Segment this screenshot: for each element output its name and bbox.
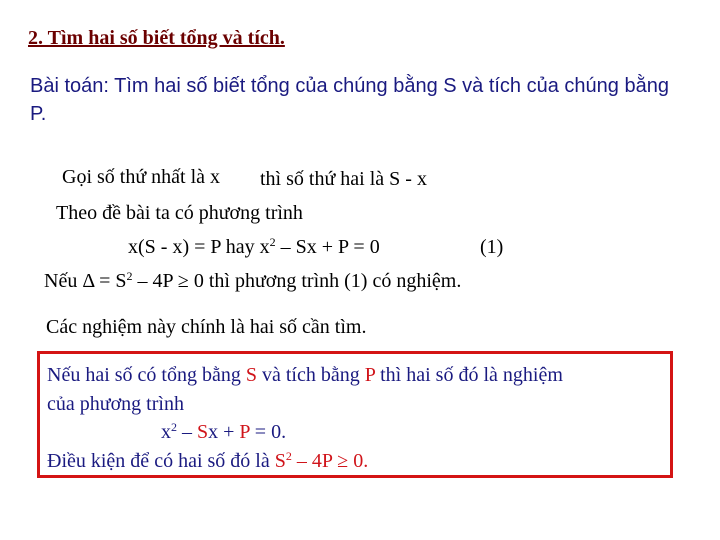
sum-symbol: S bbox=[274, 450, 286, 472]
equation-right: – Sx + P = 0 bbox=[275, 236, 380, 258]
theorem-equation bbox=[161, 420, 286, 444]
theorem-line-2: của phương trình bbox=[47, 393, 184, 415]
discriminant-right: – 4P ≥ 0 thì phương trình (1) có nghiệm. bbox=[132, 270, 462, 292]
let-first-number-text: Gọi số thứ nhất là x bbox=[62, 166, 221, 188]
discriminant-left: Nếu Δ = S bbox=[44, 270, 127, 292]
product-symbol: P bbox=[239, 421, 250, 443]
second-number-text: thì số thứ hai là S - x bbox=[260, 168, 427, 190]
theorem-text: và tích bằng bbox=[256, 364, 365, 386]
product-symbol: P bbox=[364, 364, 376, 386]
equation-minus: – bbox=[177, 421, 197, 443]
equation-term: x + bbox=[208, 421, 240, 443]
theorem-condition bbox=[47, 449, 368, 473]
theorem-text: thì hai số đó là nghiệm bbox=[375, 364, 563, 386]
discriminant-line bbox=[44, 269, 461, 293]
equation-end: = 0. bbox=[249, 421, 287, 443]
equation-line bbox=[128, 235, 380, 259]
equation-intro-text: Theo đề bài ta có phương trình bbox=[56, 202, 303, 224]
equation-exponent: 2 bbox=[171, 420, 177, 434]
theorem-box bbox=[37, 351, 673, 478]
section-title: 2. Tìm hai số biết tổng và tích. bbox=[28, 27, 285, 49]
conclusion-text: Các nghiệm này chính là hai số cần tìm. bbox=[46, 316, 367, 338]
discriminant-exponent: 2 bbox=[126, 269, 133, 283]
equation-number: (1) bbox=[480, 236, 504, 258]
condition-exponent: 2 bbox=[285, 449, 292, 463]
condition-inequality: – 4P ≥ 0. bbox=[291, 450, 369, 472]
condition-text: Điều kiện để có hai số đó là bbox=[47, 450, 275, 472]
problem-statement: Bài toán: Tìm hai số biết tổng của chúng bằng S và tích của chúng bằng P. bbox=[30, 75, 669, 125]
theorem-line-1 bbox=[47, 363, 563, 387]
equation-left: x(S - x) = P hay x bbox=[128, 236, 270, 258]
sum-symbol: S bbox=[197, 421, 209, 443]
sum-symbol: S bbox=[245, 364, 257, 386]
equation-exponent: 2 bbox=[269, 235, 276, 249]
theorem-text: Nếu hai số có tổng bằng bbox=[47, 364, 246, 386]
equation-variable: x bbox=[161, 421, 171, 443]
